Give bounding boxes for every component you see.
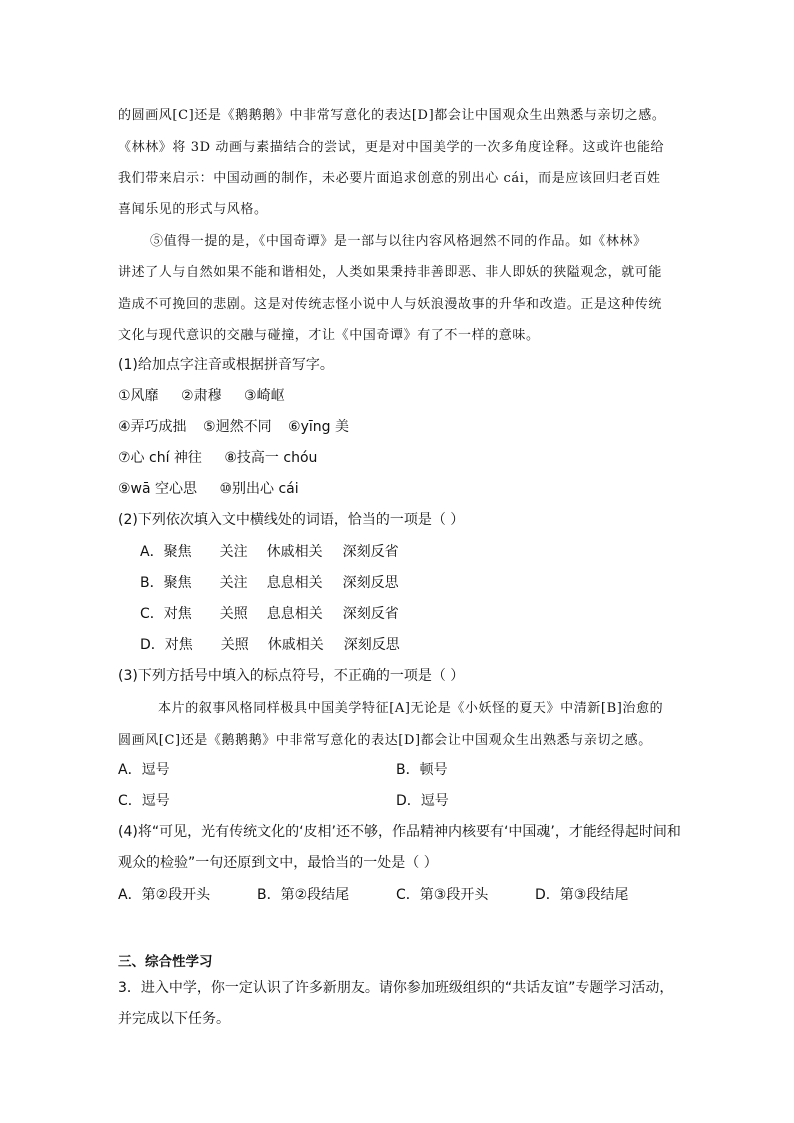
q1-item: ⑩别出心 cái (219, 481, 299, 497)
q1-row-2 (118, 416, 349, 436)
q2-option-c[interactable] (140, 603, 399, 623)
q1-row-4 (118, 478, 299, 498)
question-3-intro: 3．进入中学，你一定认识了许多新朋友。请你参加班级组织的“共话友谊”专题学习活动， (118, 980, 674, 996)
q1-row-1 (118, 385, 285, 405)
q2-option-d[interactable] (140, 634, 400, 654)
q3-quote-line: 本片的叙事风格同样极具中国美学特征[A]无论是《小妖怪的夏天》中清新[B]治愈的 (158, 701, 664, 716)
option-word: 息息相关 (266, 606, 323, 622)
passage-line: 喜闻乐见的形式与风格。 (118, 202, 268, 217)
q1-item: ⑧技高一 chóu (224, 450, 318, 466)
question-4-title-cont: 观众的检验”一句还原到文中，最恰当的一处是（ ） (118, 855, 438, 871)
question-3-title: (3)下列方括号中填入的标点符号，不正确的一项是（ ） (118, 668, 465, 684)
option-word: 息息相关 (266, 575, 323, 591)
passage-line: ⑤值得一提的是，《中国奇谭》是一部与以往内容风格迥然不同的作品。如《林林》 (150, 234, 647, 249)
question-1-title: (1)给加点字注音或根据拼音写字。 (118, 357, 334, 373)
option-word: 休戚相关 (266, 544, 323, 560)
option-word: 深刻反省 (342, 544, 399, 560)
passage-line: 造成不可挽回的悲剧。这是对传统志怪小说中人与妖浪漫故事的升华和改造。正是这种传统 (118, 297, 663, 312)
q4-option-b[interactable]: B．第②段结尾 (257, 887, 350, 903)
option-word: 关注 (219, 544, 248, 560)
passage-line: 文化与现代意识的交融与碰撞，才让《中国奇谭》有了不一样的意味。 (118, 328, 540, 343)
q4-option-c[interactable]: C．第③段开头 (396, 887, 489, 903)
option-word: 关照 (219, 606, 248, 622)
option-word: 聚焦 (163, 544, 192, 560)
option-word: 深刻反思 (343, 637, 400, 653)
passage-line: 《林林》将 3D 动画与素描结合的尝试，更是对中国美学的一次多角度诠释。这或许也能给 (118, 140, 665, 155)
section-heading: 三、综合性学习 (118, 954, 213, 970)
passage-line: 的圆画风[C]还是《鹅鹅鹅》中非常写意化的表达[D]都会让中国观众生出熟悉与亲切之感。 (118, 108, 666, 123)
option-word: 聚焦 (163, 575, 192, 591)
q4-option-d[interactable]: D．第③段结尾 (535, 887, 629, 903)
q1-item: ⑥yīng 美 (288, 419, 349, 435)
q1-row-3 (118, 447, 317, 467)
q2-option-a[interactable] (140, 541, 399, 561)
option-letter: C． (140, 606, 164, 622)
q1-item: ⑨wā 空心思 (118, 481, 198, 497)
q1-item: ③崎岖 (244, 388, 285, 404)
q3-option-a[interactable]: A．逗号 (118, 762, 170, 778)
option-letter: A． (140, 544, 164, 560)
option-word: 关注 (219, 575, 248, 591)
q3-option-c[interactable]: C．逗号 (118, 793, 170, 809)
option-letter: B． (140, 575, 164, 591)
q1-item: ⑦心 chí 神往 (118, 450, 202, 466)
q3-option-d[interactable]: D．逗号 (396, 793, 449, 809)
q3-option-b[interactable]: B．顿号 (396, 762, 448, 778)
q1-item: ④弄巧成拙 (118, 419, 187, 435)
q1-item: ⑤迥然不同 (203, 419, 272, 435)
option-word: 休戚相关 (267, 637, 324, 653)
passage-line: 讲述了人与自然如果不能和谐相处，人类如果秉持非善即恶、非人即妖的狭隘观念，就可能 (118, 265, 663, 280)
question-2-title: (2)下列依次填入文中横线处的词语，恰当的一项是（ ） (118, 512, 465, 528)
option-word: 深刻反省 (342, 606, 399, 622)
option-letter: D． (140, 637, 165, 653)
question-4-title: (4)将“可见，光有传统文化的‘皮相’还不够，作品精神内核要有‘中国魂’，才能经得起时间和 (118, 824, 681, 840)
option-word: 对焦 (163, 606, 192, 622)
q1-item: ②肃穆 (181, 388, 222, 404)
option-word: 对焦 (164, 637, 193, 653)
q2-option-b[interactable] (140, 572, 399, 592)
q1-item: ①风靡 (118, 388, 159, 404)
q3-quote-line: 圆画风[C]还是《鹅鹅鹅》中非常写意化的表达[D]都会让中国观众生出熟悉与亲切之感。 (118, 733, 652, 748)
option-word: 深刻反思 (342, 575, 399, 591)
passage-line: 我们带来启示：中国动画的制作，未必要片面追求创意的别出心 cái，而是应该回归老百姓 (118, 171, 661, 186)
q4-option-a[interactable]: A．第②段开头 (118, 887, 211, 903)
question-3-intro-cont: 并完成以下任务。 (118, 1011, 230, 1027)
option-word: 关照 (220, 637, 249, 653)
